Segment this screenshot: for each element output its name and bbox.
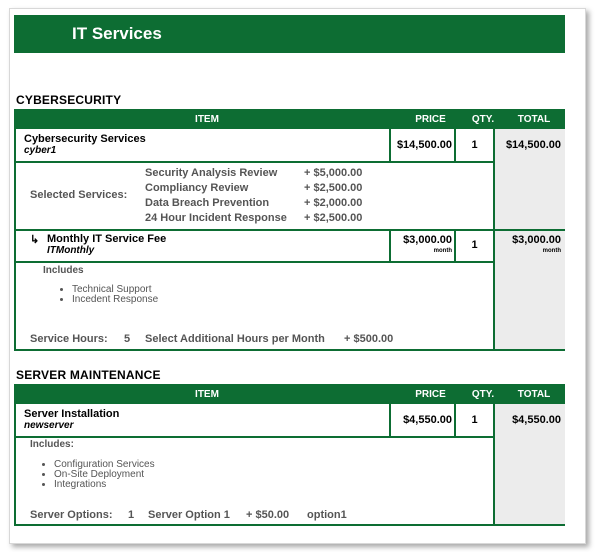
service-name: 24 Hour Incident Response [145, 212, 287, 224]
table-header [16, 111, 563, 129]
service-price: + $5,000.00 [304, 167, 363, 179]
item-total: $14,500.00 [505, 139, 561, 151]
option-name: Server Option 1 [148, 509, 230, 521]
item-qty: 1 [471, 414, 478, 426]
server-maintenance-table [14, 384, 565, 526]
service-name: Compliancy Review [145, 182, 249, 194]
column-header-qty: QTY. [471, 114, 495, 125]
item-code: newserver [24, 420, 74, 431]
sub-item-arrow-icon: ↳ [30, 234, 40, 246]
option-price: + $50.00 [246, 509, 290, 521]
column-header-price: PRICE [415, 114, 446, 125]
item-code: cyber1 [24, 145, 57, 156]
item-qty: 1 [471, 139, 478, 151]
includes-list [62, 285, 158, 305]
options-label: Service Hours: [30, 333, 108, 345]
list-item: • Configuration Services [54, 460, 155, 470]
item-price-unit: month [433, 248, 452, 254]
item-price: $4,550.00 [403, 414, 452, 426]
column-header-item: ITEM [195, 114, 219, 125]
column-header-qty: QTY. [471, 389, 495, 400]
item-name: Cybersecurity Services [24, 133, 146, 145]
item-name: Server Installation [24, 408, 120, 420]
column-header-price: PRICE [415, 389, 446, 400]
table-header [16, 386, 563, 404]
includes-label: Includes: [30, 439, 74, 450]
item-price: $3,000.00 [403, 234, 452, 246]
options-value: 5 [124, 333, 131, 345]
section-heading-cybersecurity: CYBERSECURITY [16, 93, 122, 107]
options-value: 1 [128, 509, 135, 521]
column-header-total: TOTAL [517, 389, 551, 400]
option-name: Select Additional Hours per Month [145, 333, 325, 345]
section-heading-server-maintenance: SERVER MAINTENANCE [16, 368, 161, 382]
title-banner [14, 15, 565, 53]
service-price: + $2,500.00 [304, 212, 363, 224]
item-total: $4,550.00 [512, 414, 561, 426]
list-item: • Technical Support [72, 285, 158, 295]
service-price: + $2,000.00 [304, 197, 363, 209]
includes-label: Includes [43, 265, 84, 276]
option-price: + $500.00 [344, 333, 394, 345]
selected-services-label: Selected Services: [30, 189, 128, 201]
service-name: Data Breach Prevention [145, 197, 270, 209]
list-item: • On-Site Deployment [54, 470, 155, 480]
service-name: Security Analysis Review [145, 167, 278, 179]
item-name: Monthly IT Service Fee [47, 233, 167, 245]
item-qty: 1 [471, 239, 478, 251]
option-code: option1 [307, 509, 347, 521]
service-price: + $2,500.00 [304, 182, 363, 194]
list-item: • Incedent Response [72, 295, 158, 305]
options-label: Server Options: [30, 509, 113, 521]
list-item: • Integrations [54, 480, 155, 490]
column-header-total: TOTAL [517, 114, 551, 125]
page-title: IT Services [72, 24, 162, 43]
item-code: ITMonthly [47, 245, 95, 256]
item-total: $3,000.00 [512, 234, 561, 246]
column-header-item: ITEM [195, 389, 219, 400]
includes-list [44, 460, 155, 490]
cybersecurity-table [14, 109, 565, 351]
item-price: $14,500.00 [396, 139, 452, 151]
item-total-unit: month [542, 248, 561, 254]
